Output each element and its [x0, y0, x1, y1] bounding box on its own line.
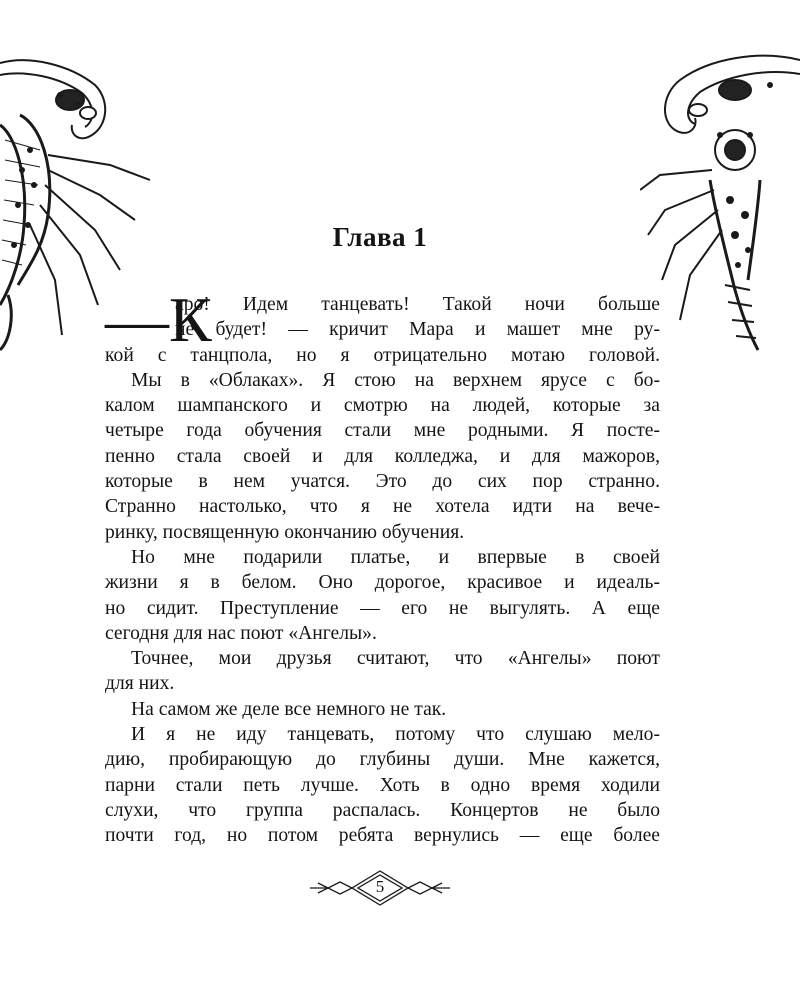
chapter-text	[105, 284, 660, 849]
page-number-ornament	[310, 868, 450, 908]
chapter-title: Глава 1	[332, 222, 428, 252]
page-number: 5	[375, 877, 385, 896]
text-line: калом шампанского и смотрю на людей, которые за	[105, 395, 660, 417]
text-line: но сидит. Преступление — его не выгулять. А еще	[105, 597, 660, 619]
text-line: сегодня для нас поют «Ангелы».	[105, 622, 377, 644]
scorpion-right-icon	[640, 50, 800, 360]
text-line: которые в нем учатся. Это до сих пор странно.	[105, 471, 660, 493]
text-line: Странно настолько, что я не хотела идти на вече-	[105, 496, 660, 518]
text-line: четыре года обучения стали мне родными. Я посте-	[105, 420, 660, 442]
text-line: аро! Идем танцевать! Такой ночи больше	[175, 294, 660, 315]
text-line: пенно стала своей и для колледжа, и для мажоров,	[105, 445, 660, 467]
text-line: Но мне подарили платье, и впервые в своей	[131, 546, 660, 568]
text-line: На самом же деле все немного не так.	[131, 698, 447, 720]
text-line: жизни я в белом. Оно дорогое, красивое и идеаль-	[105, 572, 660, 594]
text-line: Мы в «Облаках». Я стою на верхнем ярусе с бо-	[131, 369, 660, 391]
drop-cap: —К	[105, 284, 212, 355]
text-line: дию, пробирающую до глубины души. Мне кажется,	[105, 749, 660, 771]
text-line: почти год, но потом ребята вернулись — еще более	[105, 825, 660, 847]
text-line: для них.	[105, 673, 175, 695]
text-line: И я не иду танцевать, потому что слушаю мело-	[131, 724, 660, 746]
text-line: не будет! — кричит Мара и машет мне ру-	[175, 319, 660, 341]
text-line: парни стали петь лучше. Хоть в одно время ходили	[105, 774, 660, 796]
text-line: кой с танцпола, но я отрицательно мотаю головой.	[105, 344, 660, 366]
text-line: Точнее, мои друзья считают, что «Ангелы» поют	[131, 648, 660, 670]
text-line: ринку, посвященную окончанию обучения.	[105, 521, 465, 543]
text-line: слухи, что группа распалась. Концертов не было	[105, 799, 660, 821]
